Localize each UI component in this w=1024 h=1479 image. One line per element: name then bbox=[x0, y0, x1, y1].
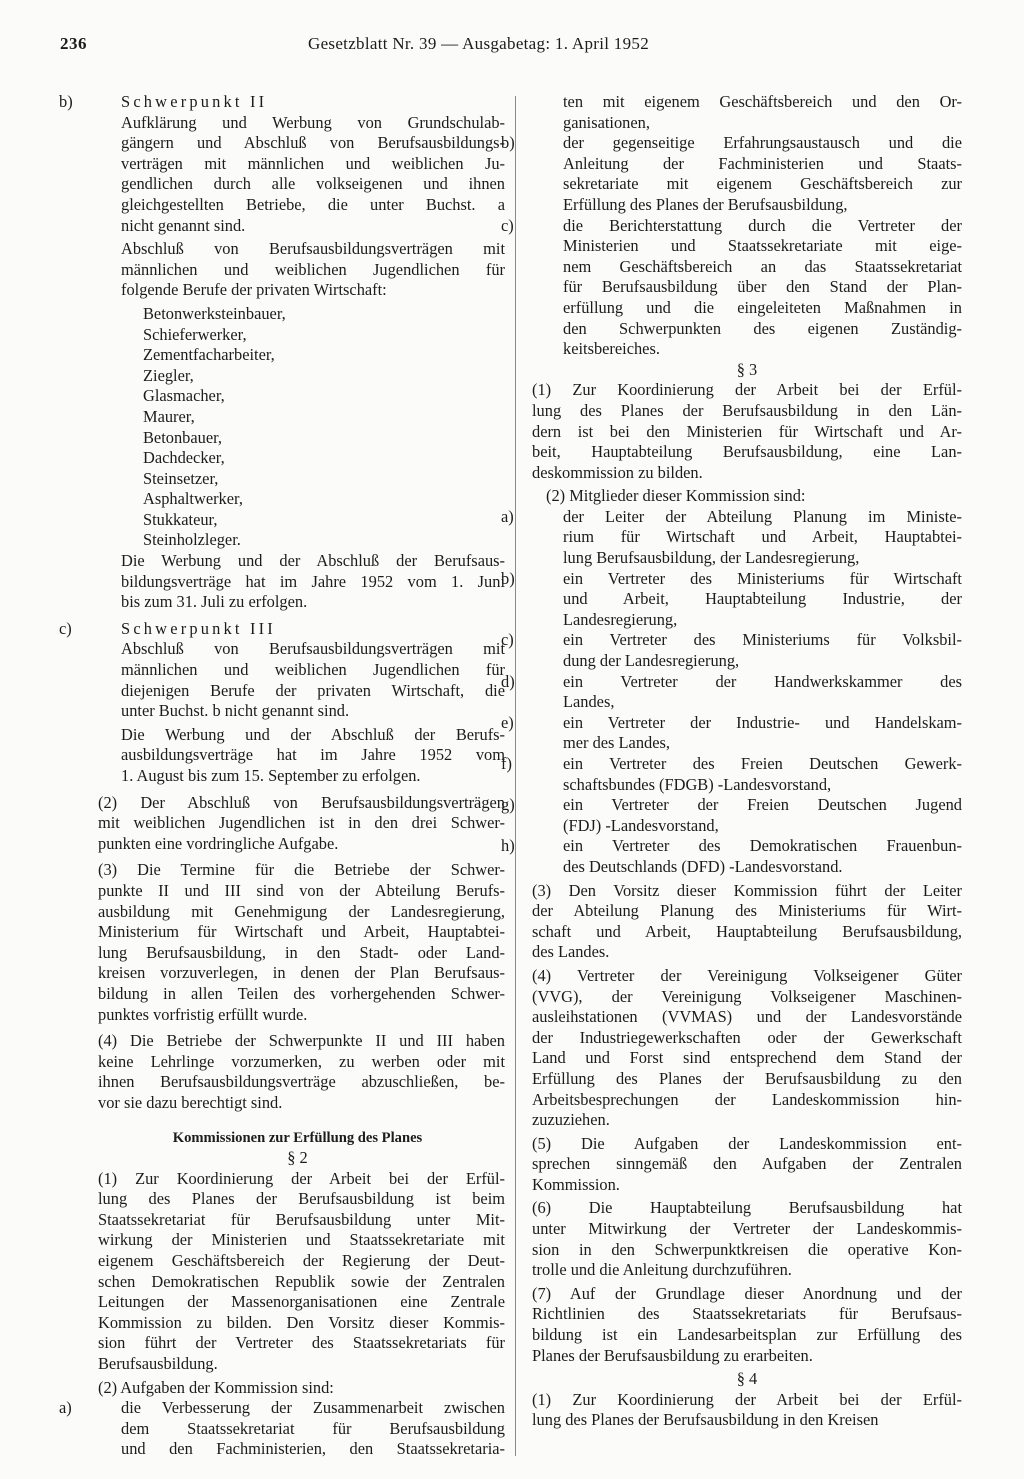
text-line: ein Vertreter des Demokratischen Frauenbun- bbox=[563, 836, 962, 856]
list-item: Betonbauer, bbox=[143, 427, 222, 447]
c-text-2 bbox=[121, 725, 505, 787]
section-3-paragraph-5 bbox=[532, 1134, 962, 1196]
text-line: bildung in allen Teilen des vorhergehenden Schwer- bbox=[98, 983, 505, 1003]
text-line: Ministerien und Staatssekretariate mit eige- bbox=[563, 236, 962, 256]
list-item: Dachdecker, bbox=[143, 448, 225, 468]
text-line: kreisen vorzuverlegen, in denen der Plan Berufsaus- bbox=[98, 963, 505, 983]
text-line: 1. August bis zum 15. September zu erfolgen. bbox=[121, 766, 421, 785]
text-line: ganisationen, bbox=[563, 112, 650, 132]
text-line: der Abteilung Planung des Ministeriums für Wirt- bbox=[532, 901, 962, 921]
text-line: Kommission. bbox=[532, 1174, 620, 1194]
text-line: punkte II und III sind von der Abteilung Berufs- bbox=[98, 880, 505, 900]
text-line: ausbildungsverträge hat im Jahre 1952 vom bbox=[121, 745, 505, 765]
text-line: Berufsausbildung. bbox=[98, 1354, 218, 1374]
text-line: (1) Zur Koordinierung der Arbeit bei der Erfül- bbox=[532, 380, 962, 400]
text-line: Staatssekretariat für Berufsausbildung unter Mit- bbox=[98, 1209, 505, 1229]
section-4-title: § 4 bbox=[736, 1369, 758, 1389]
text-line: deskommission zu bilden. bbox=[532, 462, 703, 482]
list-item: Asphaltwerker, bbox=[143, 489, 243, 509]
member-item bbox=[501, 836, 962, 877]
paragraph-3 bbox=[98, 860, 505, 1025]
text-line: (4) Die Betriebe der Schwerpunkte II und III haben bbox=[98, 1031, 505, 1051]
text-line: schaft und Arbeit, Hauptabteilung Berufsausbildung, bbox=[532, 921, 962, 941]
running-head: Gesetzblatt Nr. 39 — Ausgabetag: 1. April 1952 bbox=[308, 34, 649, 53]
list-item: Zementfacharbeiter, bbox=[143, 345, 275, 365]
text-line: männlichen und weiblichen Jugendlichen für bbox=[121, 660, 505, 680]
section-2-paragraph-2: (2) Aufgaben der Kommission sind: bbox=[98, 1377, 334, 1397]
text-line: ein Vertreter des Freien Deutschen Gewerk- bbox=[563, 754, 962, 773]
section-2-paragraph-1 bbox=[98, 1169, 505, 1375]
item-label: a) bbox=[59, 1398, 72, 1418]
item-label: e) bbox=[501, 712, 514, 732]
text-line: die Berichterstattung durch die Vertreter der bbox=[563, 215, 962, 235]
berufe-list bbox=[121, 304, 505, 551]
item-label: b) bbox=[501, 568, 515, 588]
text-line: (2) Der Abschluß von Berufsausbildungsverträgen bbox=[98, 792, 505, 812]
member-item bbox=[501, 795, 962, 836]
section-4-paragraph-1 bbox=[532, 1390, 962, 1431]
text-line: sekretariate mit eigenem Geschäftsbereich zur bbox=[563, 174, 962, 194]
list-item: Ziegler, bbox=[143, 365, 194, 385]
left-column bbox=[59, 92, 505, 1460]
item-label: b) bbox=[59, 92, 73, 111]
text-line: keine Lehrlinge vorzumerken, zu werben oder mit bbox=[98, 1051, 505, 1071]
text-line: sprechen sinngemäß den Aufgaben der Zentralen bbox=[532, 1154, 962, 1174]
text-line: punkten eine vordringliche Aufgabe. bbox=[98, 833, 339, 853]
column-divider bbox=[515, 96, 516, 1456]
text-line: Erfüllung des Planes der Berufsausbildung zu den bbox=[532, 1068, 962, 1088]
text-line: (5) Die Aufgaben der Landeskommission ent- bbox=[532, 1133, 962, 1153]
text-line: Ministerium für Wirtschaft und Arbeit, Hauptabtei- bbox=[98, 922, 505, 942]
text-line: ein Vertreter des Ministeriums für Wirtschaft bbox=[563, 568, 962, 588]
c-text bbox=[121, 639, 505, 721]
text-line: schaftsbundes (FDGB) -Landesvorstand, bbox=[563, 774, 832, 794]
text-line: Planes der Berufsausbildung zu erarbeiten. bbox=[532, 1345, 813, 1365]
text-line: bis zum 31. Juli zu erfolgen. bbox=[121, 592, 308, 612]
text-line: männlichen und weiblichen Jugendlichen für bbox=[121, 259, 505, 279]
section-3-paragraph-3 bbox=[532, 881, 962, 963]
text-line: Anleitung der Fachministerien und Staats- bbox=[563, 153, 962, 173]
text-line: trolle und die Anleitung durchzuführen. bbox=[532, 1260, 792, 1280]
text-line: (6) Die Hauptabteilung Berufsausbildung hat bbox=[532, 1198, 962, 1218]
text-line: Erfüllung des Planes der Berufsausbildung, bbox=[563, 194, 848, 214]
text-line: sion führt der Vertreter des Staatssekretariats für bbox=[98, 1333, 505, 1353]
item-label: a) bbox=[501, 506, 514, 526]
text-line: ten mit eigenem Geschäftsbereich und den Or- bbox=[563, 92, 962, 111]
text-line: und Arbeit, Hauptabteilung Industrie, der bbox=[563, 589, 962, 609]
item-c-reporting bbox=[501, 215, 962, 360]
text-line: Landesregierung, bbox=[563, 609, 678, 629]
text-line: und den Fachministerien, den Staatssekretaria- bbox=[121, 1439, 505, 1459]
text-line: Kommission zu bilden. Den Vorsitz dieser Kommis- bbox=[98, 1312, 505, 1332]
text-line: Richtlinien des Staatssekretariats für Berufsaus- bbox=[532, 1304, 962, 1324]
text-line: lung Berufsausbildung, der Landesregierung, bbox=[563, 548, 860, 568]
text-line: den Schwerpunkten des eigenen Zuständig- bbox=[563, 318, 962, 338]
text-line: die Verbesserung der Zusammenarbeit zwischen bbox=[121, 1398, 505, 1418]
text-line: nicht genannt sind. bbox=[121, 215, 246, 235]
text-line: (3) Die Termine für die Betriebe der Schwer- bbox=[98, 860, 505, 880]
text-line: Arbeitsbesprechungen der Landeskommission hin- bbox=[532, 1089, 962, 1109]
item-title: Schwerpunkt II bbox=[121, 92, 268, 111]
text-line: (4) Vertreter der Vereinigung Volkseigener Güter bbox=[532, 965, 962, 985]
text-line: Die Werbung und der Abschluß der Berufs- bbox=[121, 724, 505, 744]
member-item bbox=[501, 630, 962, 671]
text-line: punktes vorfristig erfüllt wurde. bbox=[98, 1004, 308, 1024]
section-heading: Kommissionen zur Erfüllung des Planes bbox=[172, 1129, 423, 1146]
list-item: Steinsetzer, bbox=[143, 468, 219, 488]
text-line: mer des Landes, bbox=[563, 733, 670, 753]
page-header bbox=[60, 34, 965, 58]
member-item bbox=[501, 671, 962, 713]
section-3-title: § 3 bbox=[736, 359, 758, 379]
text-line: dern ist bei den Ministerien für Wirtschaft und Ar- bbox=[532, 421, 962, 441]
item-c-schwerpunkt-3 bbox=[59, 618, 505, 787]
text-line: der Leiter der Abteilung Planung im Ministe- bbox=[563, 506, 962, 526]
text-line: verträgen mit männlichen und weiblichen Ju- bbox=[121, 153, 505, 173]
item-label: b) bbox=[501, 133, 515, 153]
text-line: Die Werbung und der Abschluß der Berufsaus- bbox=[121, 551, 505, 571]
text-line: ein Vertreter der Freien Deutschen Jugend bbox=[563, 795, 962, 815]
text-line: folgende Berufe der privaten Wirtschaft: bbox=[121, 280, 387, 300]
b-text bbox=[121, 113, 505, 237]
text-line: Aufklärung und Werbung von Grundschulab- bbox=[121, 112, 505, 132]
member-item bbox=[501, 754, 962, 795]
list-item: Betonwerksteinbauer, bbox=[143, 303, 286, 323]
list-item: Glasmacher, bbox=[143, 386, 225, 406]
item-label: d) bbox=[501, 671, 515, 691]
text-line: (FDJ) -Landesvorstand, bbox=[563, 815, 719, 835]
list-item: Steinholzleger. bbox=[143, 530, 241, 550]
paragraph-2 bbox=[98, 793, 505, 855]
page-number: 236 bbox=[60, 34, 87, 53]
text-line: diejenigen Berufe der privaten Wirtschaft, die bbox=[121, 680, 505, 700]
members-list bbox=[501, 506, 962, 878]
text-line: bildungsverträge hat im Jahre 1952 vom 1. Juni bbox=[121, 571, 505, 591]
text-line: wirkung der Ministerien und Staatssekretariate mit bbox=[98, 1230, 505, 1250]
item-b-exchange bbox=[501, 133, 962, 215]
text-line: sion in den Schwerpunktkreisen die operative Kon- bbox=[532, 1239, 962, 1259]
list-item: Stukkateur, bbox=[143, 509, 218, 529]
text-line: der Industriegewerkschaften oder der Gewerkschaft bbox=[532, 1027, 962, 1047]
item-label: g) bbox=[501, 795, 515, 815]
text-line: dung der Landesregierung, bbox=[563, 651, 740, 671]
text-line: (1) Zur Koordinierung der Arbeit bei der Erfül- bbox=[98, 1168, 505, 1188]
section-2-title: § 2 bbox=[287, 1148, 308, 1168]
section-3-paragraph-4 bbox=[532, 966, 962, 1131]
text-line: rium für Wirtschaft und Arbeit, Hauptabtei- bbox=[563, 527, 962, 547]
text-line: unter Buchst. b nicht genannt sind. bbox=[121, 701, 350, 721]
text-line: unter Mitwirkung der Vertreter der Landeskommis- bbox=[532, 1219, 962, 1239]
text-line: des Deutschlands (DFD) -Landesvorstand. bbox=[563, 856, 843, 876]
item-b-schwerpunkt-2 bbox=[59, 92, 505, 613]
section-3-paragraph-7 bbox=[532, 1284, 962, 1366]
paragraph-4 bbox=[98, 1031, 505, 1113]
text-line: ausbildung mit Genehmigung der Landesregierung, bbox=[98, 901, 505, 921]
item-label: h) bbox=[501, 836, 515, 856]
text-line: gleichgestellten Betriebe, die unter Buchst. a bbox=[121, 194, 505, 214]
item-a-task bbox=[59, 1398, 505, 1460]
text-line: Landes, bbox=[563, 692, 615, 712]
text-line: (VVG), der Vereinigung Volkseigener Maschinen- bbox=[532, 986, 962, 1006]
text-line: eigenem Geschäftsbereich der Regierung der Deut- bbox=[98, 1251, 505, 1271]
item-label: c) bbox=[59, 618, 72, 638]
text-line: (1) Zur Koordinierung der Arbeit bei der Erfül- bbox=[532, 1389, 962, 1409]
text-line: keitsbereiches. bbox=[563, 339, 660, 359]
text-line: der gegenseitige Erfahrungsaustausch und die bbox=[563, 133, 962, 153]
text-line: für Berufsausbildung über den Stand der Plan- bbox=[563, 277, 962, 297]
b-text-3 bbox=[121, 551, 505, 613]
text-line: lung des Planes der Berufsausbildung in den Kreisen bbox=[532, 1410, 879, 1430]
text-line: bildung ist ein Landesarbeitsplan zur Erfüllung des bbox=[532, 1325, 962, 1345]
text-line: gendlichen durch alle volkseigenen und ihnen bbox=[121, 174, 505, 194]
text-line: zuzuziehen. bbox=[532, 1110, 610, 1130]
text-line: ausleihstationen (VVMAS) und der Landesvorstände bbox=[532, 1007, 962, 1027]
section-3-paragraph-1 bbox=[532, 380, 962, 483]
text-line: ihnen Berufsausbildungsverträge abzuschließen, be- bbox=[98, 1072, 505, 1092]
text-line: Leitungen der Massenorganisationen eine Zentrale bbox=[98, 1292, 505, 1312]
text-line: (7) Auf der Grundlage dieser Anordnung und der bbox=[532, 1283, 962, 1303]
text-line: vor sie dazu berechtigt sind. bbox=[98, 1092, 283, 1112]
text-line: Abschluß von Berufsausbildungsverträgen mit bbox=[121, 639, 505, 659]
text-line: Land und Forst sind entsprechend dem Stand der bbox=[532, 1048, 962, 1068]
text-line: nem Geschäftsbereich an das Staatssekretariat bbox=[563, 256, 962, 276]
section-3-paragraph-6 bbox=[532, 1198, 962, 1280]
text-line: (3) Den Vorsitz dieser Kommission führt der Leiter bbox=[532, 880, 962, 900]
text-line: gängern und Abschluß von Berufsausbildungs- bbox=[121, 133, 505, 153]
member-item bbox=[501, 568, 962, 631]
list-item: Maurer, bbox=[143, 406, 195, 426]
text-line: lung des Planes der Berufsausbildung in den Län- bbox=[532, 400, 962, 420]
member-item bbox=[501, 712, 962, 754]
text-line: mit weiblichen Jugendlichen ist in den drei Schwer- bbox=[98, 813, 505, 833]
text-line: ein Vertreter der Industrie- und Handelskam- bbox=[563, 712, 962, 732]
item-label: f) bbox=[501, 754, 512, 773]
text-line: ein Vertreter der Handwerkskammer des bbox=[563, 671, 962, 691]
item-label: c) bbox=[501, 215, 514, 235]
b-text-2 bbox=[121, 239, 505, 301]
text-line: dem Staatssekretariat für Berufsausbildung bbox=[121, 1418, 505, 1438]
text-line: des Landes. bbox=[532, 942, 610, 962]
right-column bbox=[501, 92, 962, 1431]
text-line: schen Demokratischen Republik sowie der Zentralen bbox=[98, 1271, 505, 1291]
list-item: Schieferwerker, bbox=[143, 324, 247, 344]
item-label: c) bbox=[501, 630, 514, 650]
item-title: Schwerpunkt III bbox=[121, 618, 276, 638]
text-line: beit, Hauptabteilung Berufsausbildung, eine Lan- bbox=[532, 442, 962, 462]
member-item bbox=[501, 506, 962, 569]
section-3-paragraph-2: (2) Mitglieder dieser Kommission sind: bbox=[546, 486, 806, 506]
text-line: Abschluß von Berufsausbildungsverträgen mit bbox=[121, 239, 505, 259]
item-a-continued bbox=[532, 92, 962, 133]
text-line: erfüllung und die eingeleiteten Maßnahmen in bbox=[563, 297, 962, 317]
text-line: lung des Planes der Berufsausbildung ist beim bbox=[98, 1189, 505, 1209]
text-line: ein Vertreter des Ministeriums für Volksbil- bbox=[563, 630, 962, 650]
text-line: lung Berufsausbildung, in den Stadt- oder Land- bbox=[98, 942, 505, 962]
